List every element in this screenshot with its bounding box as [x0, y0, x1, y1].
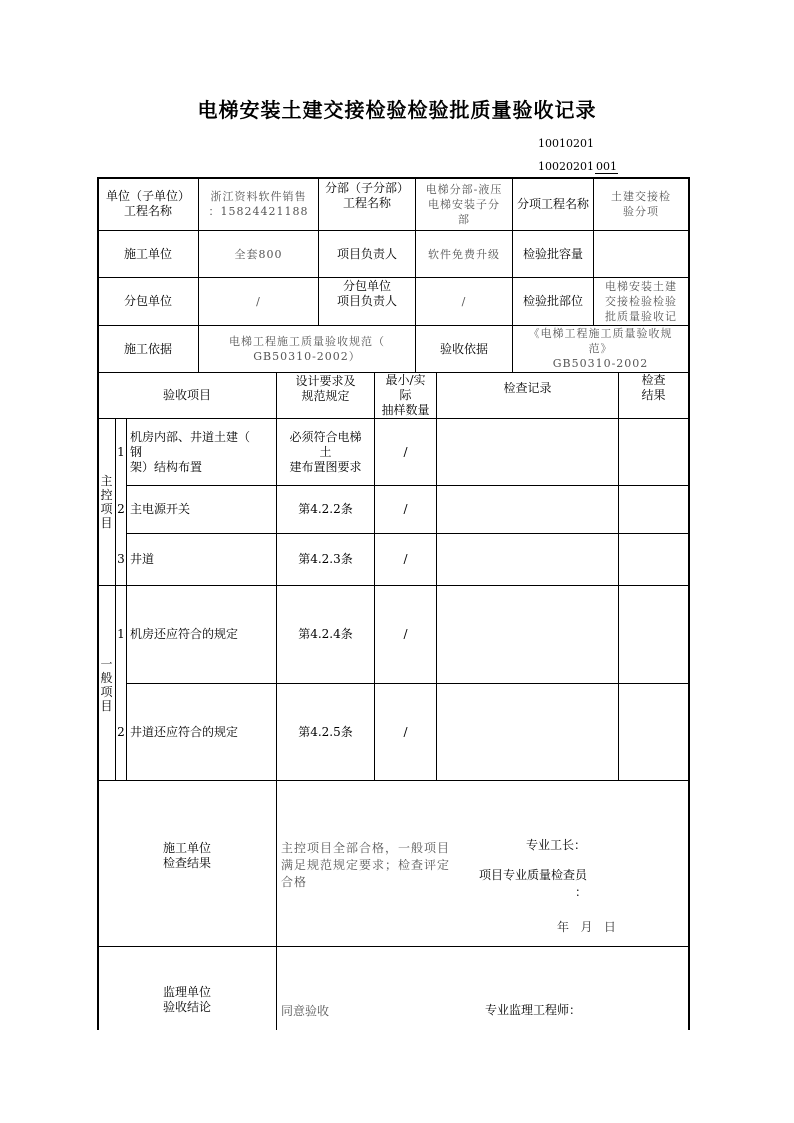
item-name: 井道还应符合的规定 — [130, 724, 239, 739]
construction-check-date: 年 月 日 — [557, 920, 616, 934]
batch-capacity-value — [594, 231, 688, 277]
col-header-record: 检查记录 — [503, 381, 552, 395]
construction-check-label: 施工单位 检查结果 — [162, 841, 211, 870]
row-number: 1 — [117, 444, 125, 459]
row-number: 1 — [117, 627, 125, 641]
col-header-result: 检查 结果 — [641, 373, 666, 402]
item-sampling: / — [403, 502, 408, 516]
sub-manager-value: / — [461, 295, 467, 308]
item-name: 机房还应符合的规定 — [130, 627, 239, 641]
item-name: 机房内部、井道土建（ 钢 架）结构布置 — [130, 429, 251, 474]
document-code-2 — [538, 160, 618, 173]
foreman-label: 专业工长： — [526, 838, 587, 852]
main-control-label — [98, 419, 115, 585]
subdivision-name-label: 分部（子分部） 工程名称 — [324, 181, 409, 210]
item-sampling: / — [403, 444, 408, 459]
document-title: 电梯安装土建交接检验检验批质量验收记录 — [197, 98, 597, 122]
col-header-sampling: 最小/实 际 抽样数量 — [381, 373, 430, 417]
construction-basis-value: 电梯工程施工质量验收规范（ GB50310-2002） — [229, 335, 385, 363]
item-requirement: 第4.2.3条 — [298, 552, 353, 566]
general-label — [98, 640, 115, 730]
batch-location-label: 检验批部位 — [522, 294, 583, 308]
batch-capacity-label: 检验批容量 — [522, 246, 583, 261]
acceptance-basis-label: 验收依据 — [439, 341, 488, 356]
col-header-item: 验收项目 — [162, 388, 211, 402]
sub-manager-label: 分包单位 项目负责人 — [336, 279, 397, 308]
col-header-requirement: 设计要求及 规范规定 — [295, 374, 356, 403]
main-control-label-text: 主控项目 — [100, 474, 113, 530]
item-requirement: 第4.2.4条 — [298, 627, 353, 641]
item-name: 井道 — [130, 552, 155, 566]
item-sampling: / — [403, 627, 408, 641]
quality-inspector-label: 项目专业质量检查员 ： — [478, 868, 587, 899]
row-number: 2 — [117, 502, 125, 516]
item-sampling: / — [403, 552, 408, 566]
construction-check-text: 主控项目全部合格，一般项目 满足规范规定要求；检查评定 合格 — [281, 841, 451, 889]
document-code-1: 10010201 — [538, 137, 594, 150]
supervision-label: 监理单位 验收结论 — [162, 985, 211, 1014]
batch-location-value: 电梯安装土建 交接检验检验 批质量验收记 — [605, 280, 677, 323]
subdivision-name-value: 电梯分部-液压 电梯安装子分 部 — [425, 182, 503, 226]
item-requirement: 第4.2.5条 — [298, 724, 353, 739]
project-manager-value: 软件免费升级 — [428, 247, 500, 261]
row-number: 3 — [117, 552, 125, 566]
project-manager-label: 项目负责人 — [336, 246, 397, 261]
subitem-name-label: 分项工程名称 — [516, 196, 589, 211]
item-requirement: 必须符合电梯 土 建布置图要求 — [289, 429, 362, 474]
contractor-value: 全套800 — [234, 247, 283, 261]
item-requirement: 第4.2.2条 — [298, 502, 353, 516]
row-number: 2 — [117, 724, 125, 739]
supervision-engineer-label: 专业监理工程师： — [485, 1003, 582, 1017]
document-code-2-prefix: 10020201 — [538, 160, 594, 173]
item-sampling: / — [403, 724, 408, 739]
subcontractor-label: 分包单位 — [123, 294, 172, 308]
unit-name-label: 单位（子单位） 工程名称 — [105, 189, 190, 218]
subcontractor-value: / — [256, 295, 261, 308]
general-label-text: 一般项目 — [100, 657, 113, 713]
subitem-name-value: 土建交接检 验分项 — [611, 190, 671, 218]
construction-basis-label: 施工依据 — [123, 341, 172, 356]
item-name: 主电源开关 — [130, 502, 191, 516]
acceptance-basis-value: 《电梯工程施工质量验收规 范》 GB50310-2002 — [528, 326, 673, 370]
supervision-text: 同意验收 — [281, 1004, 330, 1018]
document-code-2-suffix: 001 — [596, 160, 617, 173]
contractor-label: 施工单位 — [123, 246, 172, 261]
unit-name-value: 浙江资料软件销售 ：15824421188 — [208, 190, 309, 218]
